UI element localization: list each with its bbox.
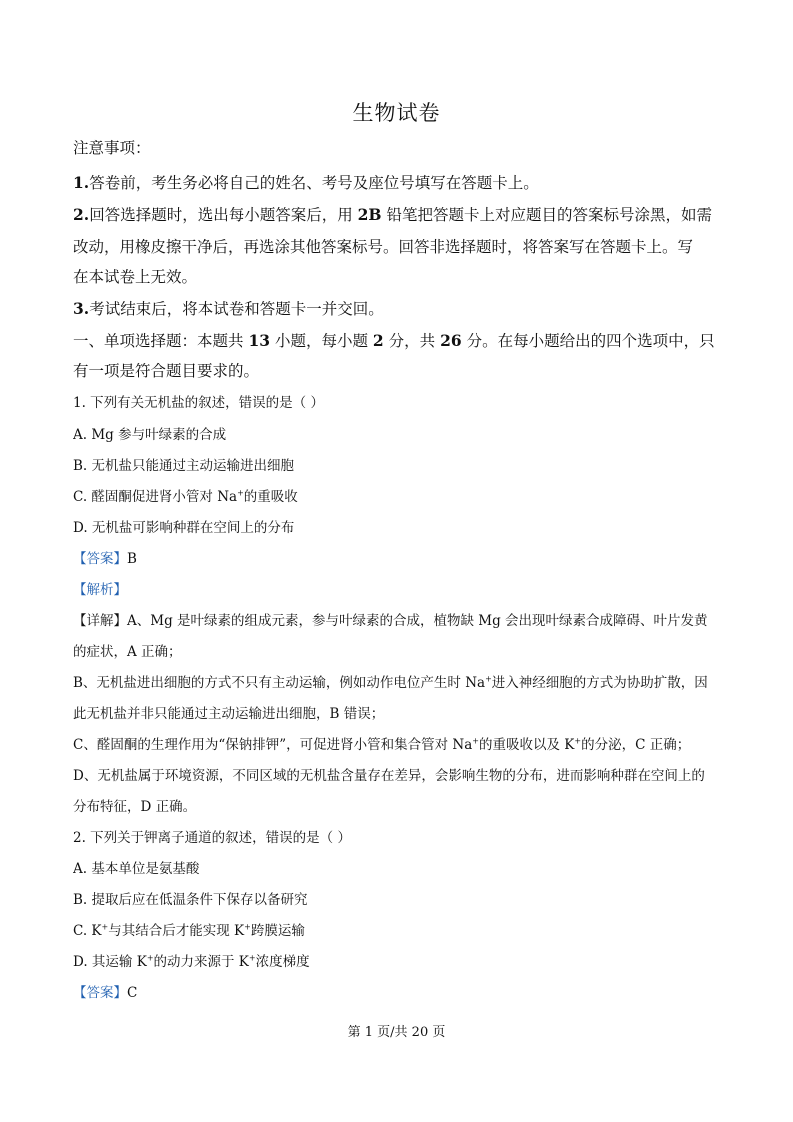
q2-answer-value: C xyxy=(127,985,138,1001)
q1-detail-b-b: 进入神经细胞的方式为协助扩散，因 xyxy=(491,675,708,691)
notice-item-1-num: 1. xyxy=(73,173,90,192)
q1-option-c xyxy=(73,485,723,505)
section-count: 13 xyxy=(248,331,271,350)
notice-item-2 xyxy=(73,203,723,225)
q2-option-b: B. 提取后应在低温条件下保存以备研究 xyxy=(73,892,308,908)
page-footer: 第 1 页/共 20 页 xyxy=(347,1025,446,1040)
q1-option-c-a: C. 醛固酮促进肾小管对 Na xyxy=(73,489,238,505)
q1-option-b: B. 无机盐只能通过主动运输进出细胞 xyxy=(73,458,295,474)
q1-detail-a-line-1 xyxy=(73,609,723,629)
section-text-a: 一、单项选择题：本题共 xyxy=(73,332,244,350)
q1-option-c-b: 的重吸收 xyxy=(243,489,298,505)
notice-item-2-text-c: 铅笔把答题卡上对应题目的答案标号涂黑，如需 xyxy=(386,206,712,224)
notice-item-2-line-3: 在本试卷上无效。 xyxy=(73,268,198,286)
q2-stem: 2. 下列关于钾离子通道的叙述，错误的是（ ） xyxy=(73,830,351,846)
notice-item-2-line-2: 改动，用橡皮擦干净后，再选涂其他答案标号。回答非选择题时，将答案写在答题卡上。写 xyxy=(73,238,694,256)
q1-detail-c-sup-2: + xyxy=(574,736,582,746)
notice-item-3-text: 考试结束后，将本试卷和答题卡一并交回。 xyxy=(89,300,384,318)
q1-detail-a-text: A、Mg 是叶绿素的组成元素，参与叶绿素的合成，植物缺 Mg 会出现叶绿素合成障碍、叶片发黄 xyxy=(127,613,708,629)
section-heading-line-2: 有一项是符合题目要求的。 xyxy=(73,362,260,380)
q2-option-d-b: 的动力来源于 K xyxy=(153,954,249,970)
q1-detail-c-c: 的分泌，C 正确； xyxy=(581,737,691,753)
notice-item-1 xyxy=(73,171,723,193)
q1-answer-label: 【答案】 xyxy=(73,551,127,567)
q1-analysis-label: 【解析】 xyxy=(73,582,127,598)
notice-item-3-num: 3. xyxy=(73,299,90,318)
q2-option-d xyxy=(73,950,723,970)
notice-item-1-text: 答卷前，考生务必将自己的姓名、考号及座位号填写在答题卡上。 xyxy=(89,174,539,192)
section-points-total: 26 xyxy=(440,331,462,350)
notice-item-3 xyxy=(73,297,723,319)
notice-item-2-num: 2. xyxy=(73,205,90,224)
section-points-each: 2 xyxy=(372,331,384,350)
notice-heading: 注意事项： xyxy=(73,139,151,157)
q2-option-c-sup-1: + xyxy=(101,922,109,932)
notice-item-2-text-a: 回答选择题时，选出每小题答案后，用 xyxy=(89,206,353,224)
section-text-d: 分。在每小题给出的四个选项中，只 xyxy=(466,332,715,350)
q2-option-d-sup-2: + xyxy=(248,953,256,963)
q2-option-d-sup-1: + xyxy=(146,953,154,963)
q2-option-d-c: 浓度梯度 xyxy=(255,954,310,970)
q1-detail-c xyxy=(73,733,723,753)
q2-option-c-sup-2: + xyxy=(244,922,251,932)
q1-detail-c-b: 的重吸收以及 K xyxy=(479,737,575,753)
q2-option-c-c: 跨膜运输 xyxy=(250,923,305,939)
notice-item-2-pencil: 2B xyxy=(357,205,382,224)
q1-detail-b-a: B、无机盐进出细胞的方式不只有主动运输，例如动作电位产生时 Na xyxy=(73,675,486,691)
q2-option-c-a: C. K xyxy=(73,923,102,939)
q1-detail-a-line-2: 的症状，A 正确； xyxy=(73,644,182,660)
q1-stem: 1. 下列有关无机盐的叙述，错误的是（ ） xyxy=(73,395,324,411)
q1-detail-b-sup: + xyxy=(485,674,492,684)
q1-answer xyxy=(73,547,723,567)
q2-option-a: A. 基本单位是氨基酸 xyxy=(73,861,200,877)
q1-answer-value: B xyxy=(127,551,137,567)
section-text-c: 分，共 xyxy=(388,332,436,350)
q2-answer xyxy=(73,981,723,1001)
q1-option-d: D. 无机盐可影响种群在空间上的分布 xyxy=(73,520,295,536)
q1-detail-b-line-1 xyxy=(73,671,723,691)
q2-option-c xyxy=(73,919,723,939)
page-title: 生物试卷 xyxy=(352,101,441,125)
q1-detail-c-sup-1: + xyxy=(472,736,479,746)
q1-detail-c-a: C、醛固酮的生理作用为“保钠排钾”，可促进肾小管和集合管对 Na xyxy=(73,737,473,753)
q1-option-a: A. Mg 参与叶绿素的合成 xyxy=(73,427,227,443)
q1-detail-label: 【详解】 xyxy=(73,613,127,629)
q2-answer-label: 【答案】 xyxy=(73,985,127,1001)
section-text-b: 小题，每小题 xyxy=(274,332,368,350)
q1-detail-b-line-2: 此无机盐并非只能通过主动运输进出细胞，B 错误； xyxy=(73,706,385,722)
q2-option-d-a: D. 其运输 K xyxy=(73,954,147,970)
q1-detail-d-line-1: D、无机盐属于环境资源，不同区域的无机盐含量存在差异，会影响生物的分布，进而影响种群在空间上的 xyxy=(73,768,705,784)
q1-detail-d-line-2: 分布特征，D 正确。 xyxy=(73,799,197,815)
q1-option-c-sup: + xyxy=(237,488,244,498)
section-heading xyxy=(73,329,723,351)
q2-option-c-b: 与其结合后才能实现 K xyxy=(108,923,245,939)
